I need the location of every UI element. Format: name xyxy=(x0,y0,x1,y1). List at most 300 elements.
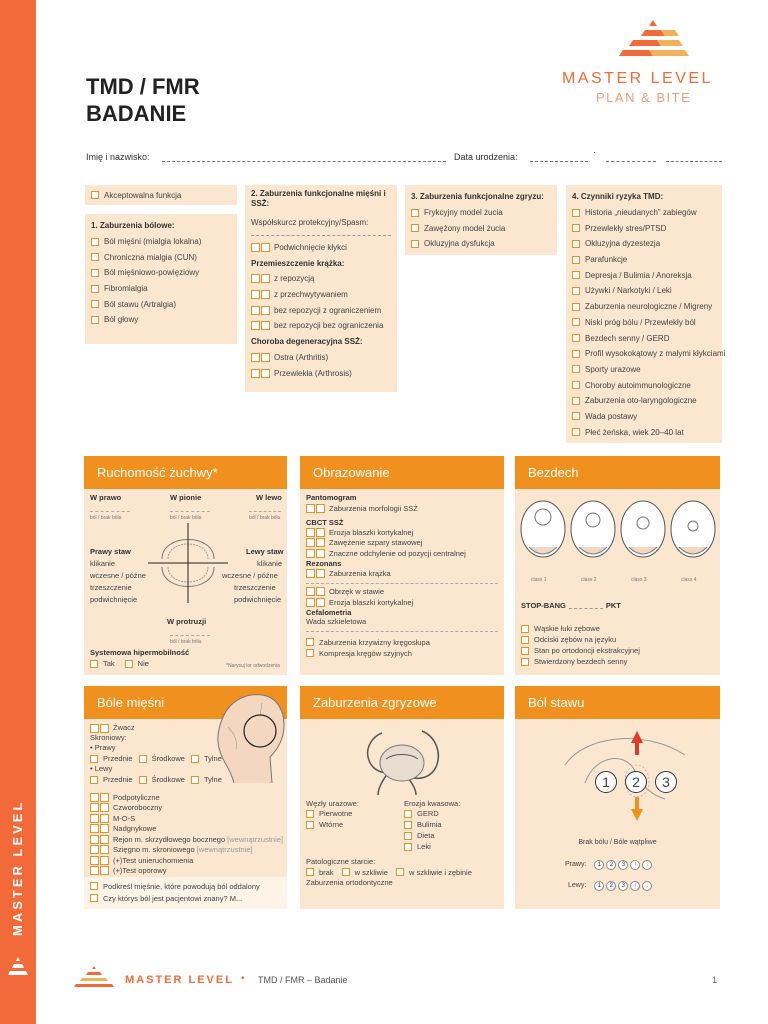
checkbox[interactable] xyxy=(100,803,109,812)
head-profile-icon xyxy=(214,687,287,787)
subluxation-label: podwichnięcie xyxy=(90,595,138,604)
masseter-label: Żwacz xyxy=(113,723,135,732)
list-item xyxy=(572,393,716,409)
checkbox[interactable] xyxy=(521,625,529,633)
spasm-field[interactable] xyxy=(251,235,391,236)
card-muscle-header: Bóle mięśni xyxy=(84,686,287,719)
checkbox[interactable] xyxy=(191,776,199,784)
checkbox[interactable] xyxy=(404,821,412,829)
checkbox[interactable] xyxy=(572,287,580,295)
card-muscle xyxy=(84,719,287,909)
occlusal-list xyxy=(411,205,551,252)
list-item xyxy=(90,813,283,824)
list-item xyxy=(306,808,359,819)
list-item xyxy=(306,538,498,549)
item-label: Zaburzenia neurologiczne / Migreny xyxy=(585,302,713,312)
brand-name: MASTER LEVEL xyxy=(562,70,713,87)
class-label: class 4 xyxy=(681,577,697,583)
item-label: Znaczne odchylenie od pozycji centralnej xyxy=(329,548,466,558)
checkbox[interactable] xyxy=(251,274,260,283)
checkbox[interactable] xyxy=(316,538,325,547)
right-field[interactable] xyxy=(90,511,130,512)
list-item xyxy=(91,281,231,297)
checkbox[interactable] xyxy=(306,649,314,657)
item-label: z repozycją xyxy=(274,274,315,284)
checkbox[interactable] xyxy=(91,316,99,324)
item-label: Ból mięśniowo-powięziowy xyxy=(104,268,200,278)
item-note: [wewnątrzustnie] xyxy=(196,845,253,855)
item-label: Nadgnykowe xyxy=(113,824,157,834)
checkbox[interactable] xyxy=(91,285,99,293)
ceph-title: Cefalometria xyxy=(306,607,352,617)
joint-zone-option[interactable]: 3 xyxy=(618,860,628,870)
protrusion-field[interactable] xyxy=(170,635,210,636)
checkbox[interactable] xyxy=(342,868,350,876)
cbct-list xyxy=(306,527,498,559)
checkbox[interactable] xyxy=(306,528,315,537)
checkbox[interactable] xyxy=(90,835,99,844)
checkbox[interactable] xyxy=(100,793,109,802)
joint-zone-option[interactable]: 3 xyxy=(618,881,628,891)
mri-field[interactable] xyxy=(306,583,498,584)
checkbox[interactable] xyxy=(572,224,580,232)
anterior-label: Przednie xyxy=(103,753,133,763)
disc-list xyxy=(251,271,391,334)
list-item xyxy=(91,234,231,250)
checkbox[interactable] xyxy=(139,755,147,763)
posterior-label: Tylne xyxy=(203,774,222,784)
dob-separator xyxy=(594,152,595,153)
checkbox[interactable] xyxy=(572,397,580,405)
disc-title: Przemieszczenie krążka: xyxy=(251,258,345,268)
item-label: Czworoboczny xyxy=(113,803,163,813)
list-item xyxy=(411,205,551,221)
list-item xyxy=(306,548,498,559)
attrition-block xyxy=(306,857,480,887)
item-label: Płeć żeńska, wiek 20–40 lat xyxy=(585,427,684,437)
joint-caption: Brak bólu / Bóle wątpliwe xyxy=(578,839,657,846)
checkbox[interactable] xyxy=(572,271,580,279)
item-label: Depresja / Bulimia / Anoreksja xyxy=(585,270,692,280)
hypermobility-title: Systemowa hipermobilność xyxy=(90,648,190,657)
item-label: Profil wysokokątowy z małymi kłykciami xyxy=(585,349,726,359)
joint-zone-option[interactable]: 2 xyxy=(606,881,616,891)
list-item xyxy=(251,318,391,334)
middle-label: Środkowe xyxy=(151,774,185,784)
trauma-title: Węzły urazowe: xyxy=(306,799,359,808)
list-item xyxy=(572,252,716,268)
item-label: Chroniczna mialgia (CUN) xyxy=(104,252,197,262)
card-imaging-header: Obrazowanie xyxy=(300,456,504,489)
joint-zone-option[interactable]: 2 xyxy=(606,860,616,870)
apnea-list xyxy=(521,623,640,667)
checkbox[interactable] xyxy=(90,824,99,833)
vertical-field[interactable] xyxy=(170,511,210,512)
item-label: Przewlekła (Arthrosis) xyxy=(274,368,352,378)
checkbox[interactable] xyxy=(306,638,314,646)
checkbox[interactable] xyxy=(316,549,325,558)
brand-subtitle: PLAN & BITE xyxy=(596,90,692,105)
checkbox[interactable] xyxy=(411,209,419,217)
pain-hint: ból / brak bólu xyxy=(170,639,202,645)
page-number: 1 xyxy=(712,975,718,985)
item-label: Fibromialgia xyxy=(104,284,148,294)
list-item xyxy=(572,377,716,393)
footer-separator: • xyxy=(241,973,245,984)
checkbox[interactable] xyxy=(90,866,99,875)
card-apnea xyxy=(515,489,720,675)
checkbox[interactable] xyxy=(90,894,98,902)
early-late-label: wczesne / późne xyxy=(222,571,278,580)
mri-list xyxy=(306,587,498,608)
crepitus-label: trzeszczenie xyxy=(234,583,276,592)
attrition-title: Patologiczne starcie: xyxy=(306,857,376,866)
page-title: TMD / FMR BADANIE xyxy=(86,74,200,126)
stop-bang-label: STOP-BANG xyxy=(521,601,566,610)
checkbox[interactable] xyxy=(572,240,580,248)
mri-item: Zaburzenia krążka xyxy=(329,569,391,578)
checkbox[interactable] xyxy=(411,224,419,232)
cbct-title: CBCT SSŻ xyxy=(306,518,344,527)
joint-zone-marker[interactable]: 1 xyxy=(595,771,617,793)
checkbox[interactable] xyxy=(521,658,529,666)
item-label: Erozja blaszki kortykalnej xyxy=(329,527,414,537)
checkbox[interactable] xyxy=(100,824,109,833)
item-label: Bulimia xyxy=(417,820,442,829)
item-label: Rejon m. skrzydłowego bocznego xyxy=(113,834,226,844)
list-item xyxy=(251,271,391,287)
functional-disorders-box xyxy=(245,185,397,392)
item-label: w szkliwie xyxy=(354,867,388,877)
yes-label: Tak xyxy=(103,659,115,668)
ceph-field[interactable] xyxy=(306,631,498,632)
checkbox[interactable] xyxy=(572,318,580,326)
item-label: (+)Test oporowy xyxy=(113,866,167,876)
item-label: Ból mięśni (mialgia lokalna) xyxy=(104,237,202,247)
list-item xyxy=(572,283,716,299)
item-label: Odciski zębów na języku xyxy=(534,635,617,644)
checkbox[interactable] xyxy=(90,803,99,812)
right-joint-label: Prawy staw xyxy=(90,547,131,556)
list-item xyxy=(572,346,726,362)
right-joint-label: Prawy: xyxy=(565,861,587,868)
list-item xyxy=(90,855,283,866)
list-item xyxy=(306,597,498,608)
checkbox[interactable] xyxy=(251,290,260,299)
checkbox[interactable] xyxy=(90,814,99,823)
checkbox[interactable] xyxy=(100,835,109,844)
middle-label: Środkowe xyxy=(151,753,185,763)
list-item xyxy=(411,220,551,236)
checkbox[interactable] xyxy=(572,256,580,264)
checkbox[interactable] xyxy=(306,868,314,876)
dob-year-field[interactable] xyxy=(666,161,722,162)
list-item xyxy=(91,312,231,328)
left-joint-row xyxy=(568,880,654,891)
left-joint-label: Lewy: xyxy=(568,882,587,889)
item-label: Okluzyjna dysfukcja xyxy=(424,239,495,249)
ceph-list xyxy=(306,637,498,659)
card-apnea-header: Bezdech xyxy=(515,456,720,489)
checkbox[interactable] xyxy=(521,636,529,644)
arrow-down-icon[interactable]: ↓ xyxy=(642,860,652,870)
orthodontic-label: Zaburzenia ortodontyczne xyxy=(306,878,393,887)
erosion-title: Erozja kwasowa: xyxy=(404,799,461,808)
checkbox[interactable] xyxy=(100,866,109,875)
pain-hint: ból / brak bólu xyxy=(170,515,202,521)
right-label: W prawo xyxy=(90,493,122,502)
stop-bang-field[interactable] xyxy=(569,603,603,609)
checkbox[interactable] xyxy=(125,660,133,668)
early-late-label: wczesne / późne xyxy=(90,571,146,580)
pain-hint: ból / brak bólu xyxy=(90,515,122,521)
checkbox[interactable] xyxy=(91,300,99,308)
item-label: Parafunkcje xyxy=(585,255,628,265)
checkbox[interactable] xyxy=(90,724,99,733)
checkbox[interactable] xyxy=(306,504,315,513)
risk-factors-box xyxy=(566,185,726,443)
right-joint-row xyxy=(565,859,654,870)
list-item xyxy=(90,866,283,877)
checkbox[interactable] xyxy=(90,882,98,890)
right-circles xyxy=(594,859,654,870)
list-item xyxy=(90,824,283,835)
brand-logo-icon xyxy=(605,18,701,64)
item-label: Szięgno m. skroniowego xyxy=(113,845,195,855)
item-label: Używki / Narkotyki / Leki xyxy=(585,286,672,296)
checkbox[interactable] xyxy=(306,810,314,818)
checkbox[interactable] xyxy=(139,776,147,784)
list-item xyxy=(521,634,640,645)
checkbox[interactable] xyxy=(90,856,99,865)
temporal-label: Skroniowy: xyxy=(90,733,127,742)
checkbox[interactable] xyxy=(572,334,580,342)
dob-label: Data urodzenia: xyxy=(454,152,518,162)
checkbox[interactable] xyxy=(404,832,412,840)
checkbox[interactable] xyxy=(261,321,270,330)
checkbox[interactable] xyxy=(572,428,580,436)
item-label: Wtórne xyxy=(319,820,344,829)
checkbox[interactable] xyxy=(572,365,580,373)
checkbox[interactable] xyxy=(306,538,315,547)
footnote: *Narysuj lor odwodzenia xyxy=(226,663,280,669)
item-label: Kompresja kręgów szyjnych xyxy=(319,648,412,658)
checkbox[interactable] xyxy=(572,303,580,311)
item-label: Ból stawu (Artralgia) xyxy=(104,299,177,309)
checkbox[interactable] xyxy=(411,240,419,248)
pantomogram-item: Zaburzenia morfologii SSŻ xyxy=(329,503,418,513)
subluxation-label: podwichnięcie xyxy=(234,595,282,604)
list-item xyxy=(90,845,283,856)
checkbox[interactable] xyxy=(191,755,199,763)
crepitus-label: trzeszczenie xyxy=(90,583,132,592)
item-label: Ból głowy xyxy=(104,315,139,325)
left-circles xyxy=(594,880,654,891)
section-title: 3. Zaburzenia funkcjonalne zgryzu: xyxy=(411,192,544,202)
item-label: Pierwotne xyxy=(319,809,353,818)
click-label: Podwichnięcie kłykci xyxy=(274,243,347,253)
erosion-list xyxy=(404,808,460,852)
checkbox[interactable] xyxy=(261,274,270,283)
posterior-label: Tylne xyxy=(203,753,222,763)
checkbox[interactable] xyxy=(572,209,580,217)
list-item xyxy=(90,803,283,814)
item-label: GERD xyxy=(417,809,439,818)
checkbox[interactable] xyxy=(100,856,109,865)
trauma-list xyxy=(306,808,359,830)
joint-zone-option[interactable]: 1 xyxy=(594,881,604,891)
mri-title: Rezonans xyxy=(306,558,342,568)
card-imaging xyxy=(300,489,504,675)
list-item xyxy=(306,527,498,538)
checkbox[interactable] xyxy=(404,843,412,851)
attrition-list xyxy=(306,866,480,878)
item-label: Choroby autoimmunologiczne xyxy=(585,380,691,390)
checkbox[interactable] xyxy=(572,381,580,389)
joint-zone-marker[interactable]: 3 xyxy=(655,771,677,793)
item-label: Ostra (Arthritis) xyxy=(274,352,329,362)
list-item xyxy=(572,424,716,440)
checkbox[interactable] xyxy=(91,238,99,246)
card-occlusal xyxy=(300,719,504,909)
checkbox[interactable] xyxy=(251,306,260,315)
checkbox[interactable] xyxy=(572,412,580,420)
muscle-questions xyxy=(84,877,287,909)
checkbox[interactable] xyxy=(251,321,260,330)
list-item xyxy=(521,623,640,634)
arrow-down-icon[interactable]: ↓ xyxy=(642,881,652,891)
dental-arches-icon xyxy=(148,523,228,603)
list-item xyxy=(411,236,551,252)
checkbox[interactable] xyxy=(521,647,529,655)
class-label: class 2 xyxy=(581,577,597,583)
item-label: Dieta xyxy=(417,831,435,840)
checkbox[interactable] xyxy=(90,660,98,668)
checkbox[interactable] xyxy=(251,369,260,378)
list-item xyxy=(91,265,231,281)
checkbox[interactable] xyxy=(100,814,109,823)
known-pain-question: Czy którys ból jest pacjentowi znany? M... xyxy=(103,893,243,903)
checkbox[interactable] xyxy=(90,793,99,802)
deg-title: Choroba degeneracyjna SSŻ: xyxy=(251,337,363,347)
section-title: 1. Zaburzenia bólowe: xyxy=(91,221,175,231)
checkbox[interactable] xyxy=(261,306,270,315)
checkbox[interactable] xyxy=(396,868,404,876)
name-label: Imię i nazwisko: xyxy=(86,152,150,162)
checkbox[interactable] xyxy=(261,243,270,252)
list-item xyxy=(572,299,716,315)
list-item xyxy=(404,808,460,819)
checkbox[interactable] xyxy=(306,569,315,578)
dob-day-field[interactable] xyxy=(530,161,588,162)
list-item xyxy=(572,315,716,331)
checkbox[interactable] xyxy=(306,598,315,607)
card-mobility xyxy=(84,489,287,675)
dob-month-field[interactable] xyxy=(606,161,656,162)
item-label: Stwierdzony bezdech senny xyxy=(534,657,628,666)
item-label: Zaburzenia oto-laryngologiczne xyxy=(585,396,697,406)
list-item xyxy=(306,587,498,598)
checkbox[interactable] xyxy=(90,755,98,763)
checkbox[interactable] xyxy=(316,504,325,513)
trauma-block xyxy=(306,799,359,830)
checkbox[interactable] xyxy=(404,810,412,818)
left-field[interactable] xyxy=(249,511,281,512)
item-label: Leki xyxy=(417,842,431,851)
deg-list xyxy=(251,350,391,381)
checkbox[interactable] xyxy=(316,598,325,607)
list-item xyxy=(572,220,716,236)
item-label: Erozja blaszki kortykalnej xyxy=(329,597,414,607)
checkbox[interactable] xyxy=(91,253,99,261)
clicking-label: klikanie xyxy=(90,559,116,568)
joint-zone-marker[interactable]: 2 xyxy=(625,771,647,793)
muscle-top-block xyxy=(90,723,222,785)
class-label: class 3 xyxy=(631,577,647,583)
arrow-up-icon[interactable]: ↑ xyxy=(630,881,640,891)
footer-doc-title: TMD / FMR – Badanie xyxy=(258,975,348,985)
risk-factors-list xyxy=(572,205,726,440)
vertical-label: W pionie xyxy=(170,493,202,502)
occlusal-disorders-box xyxy=(405,185,557,255)
item-note: [wewnątrzustnie] xyxy=(227,834,284,844)
joint-zone-option[interactable]: 1 xyxy=(594,860,604,870)
checkbox[interactable] xyxy=(251,243,260,252)
card-joint xyxy=(515,719,720,909)
checkbox[interactable] xyxy=(100,845,109,854)
list-item xyxy=(90,834,283,845)
checkbox[interactable] xyxy=(316,528,325,537)
protrusion-label: W protruzji xyxy=(167,617,207,626)
item-label: Zawężony model żucia xyxy=(424,223,506,233)
footer-logo-icon xyxy=(72,965,116,987)
list-item xyxy=(572,330,716,346)
checkbox[interactable] xyxy=(306,587,315,596)
checkbox[interactable] xyxy=(572,350,580,358)
checkbox[interactable] xyxy=(100,724,109,733)
checkbox[interactable] xyxy=(90,845,99,854)
checkbox[interactable] xyxy=(316,587,325,596)
right-side-label: • Prawy xyxy=(90,743,116,752)
arrow-up-icon[interactable]: ↑ xyxy=(630,860,640,870)
checkbox[interactable] xyxy=(306,549,315,558)
checkbox[interactable] xyxy=(91,191,99,199)
checkbox[interactable] xyxy=(261,369,270,378)
list-item xyxy=(572,267,716,283)
list-item xyxy=(572,236,716,252)
checkbox[interactable] xyxy=(316,569,325,578)
item-label: (+)Test unieruchomienia xyxy=(113,855,194,865)
item-label: Wada postawy xyxy=(585,411,638,421)
checkbox[interactable] xyxy=(306,821,314,829)
stop-bang-row xyxy=(521,601,621,610)
checkbox[interactable] xyxy=(91,269,99,277)
card-mobility-header: Ruchomość żuchwy* xyxy=(84,456,287,489)
clicking-label: klikanie xyxy=(257,559,283,568)
referred-pain-question: Podkreśl mięśnie, które powodują ból oddalony xyxy=(103,881,260,891)
checkbox[interactable] xyxy=(261,290,270,299)
list-item xyxy=(251,365,391,381)
checkbox[interactable] xyxy=(251,353,260,362)
item-label: Stan po ortodoncji ekstrakcyjnej xyxy=(534,646,640,655)
list-item xyxy=(91,249,231,265)
checkbox[interactable] xyxy=(90,776,98,784)
checkbox[interactable] xyxy=(261,353,270,362)
list-item xyxy=(306,819,359,830)
item-label: M-O-S xyxy=(113,813,136,823)
muscle-list xyxy=(90,792,283,876)
name-field[interactable] xyxy=(162,161,446,162)
